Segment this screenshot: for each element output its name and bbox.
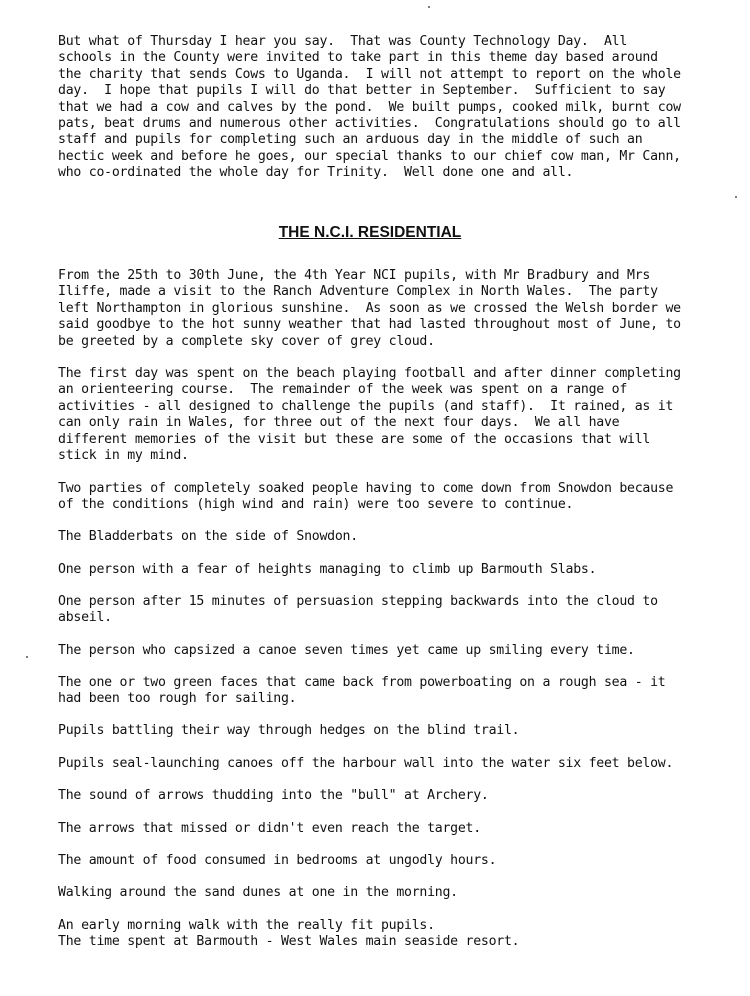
memory-barmouth-slabs: One person with a fear of heights managing to climb up Barmouth Slabs. <box>58 562 597 577</box>
memory-morning-walk-barmouth: An early morning walk with the really fit pupils. The time spent at Barmouth - West Wales main seaside resort. <box>58 918 520 950</box>
memory-seal-launching: Pupils seal-launching canoes off the harbour wall into the water six feet below. <box>58 756 674 771</box>
scan-speck <box>26 656 28 658</box>
memory-sand-dunes: Walking around the sand dunes at one in the morning. <box>58 885 458 900</box>
memory-snowdon-parties: Two parties of completely soaked people having to come down from Snowdon because of the conditions (high wind and rain) were too severe to continue. <box>58 481 674 513</box>
memory-canoe-capsize: The person who capsized a canoe seven times yet came up smiling every time. <box>58 643 635 658</box>
memory-bedroom-food: The amount of food consumed in bedrooms at ungodly hours. <box>58 853 497 868</box>
paragraph-first-day: The first day was spent on the beach playing football and after dinner completing an orienteering course. The remainder of the week was spent on a range of activities - all designed to challenge the pupils (and staff). It rained, as it can only rain in Wales, for three out of the next four days. We all have different memories of the visit but these are some of the occasions that will stick in my mind. <box>58 366 681 464</box>
memory-archery-bull: The sound of arrows thudding into the "bull" at Archery. <box>58 788 489 803</box>
scan-speck <box>735 196 737 198</box>
memory-blind-trail: Pupils battling their way through hedges on the blind trail. <box>58 723 520 738</box>
memory-missed-arrows: The arrows that missed or didn't even reach the target. <box>58 821 481 836</box>
paragraph-arrival: From the 25th to 30th June, the 4th Year NCI pupils, with Mr Bradbury and Mrs Iliffe, made a visit to the Ranch Adventure Complex in North Wales. The party left Northampton in glorious sunshine. As soon as we crossed the Welsh border we said goodbye to the hot sunny weather that had lasted throughout most of June, to be greeted by a complete sky cover of grey cloud. <box>58 268 681 349</box>
memory-abseil: One person after 15 minutes of persuasion stepping backwards into the cloud to abseil. <box>58 594 658 626</box>
memory-powerboating: The one or two green faces that came back from powerboating on a rough sea - it had been too rough for sailing. <box>58 675 666 707</box>
section-title: THE N.C.I. RESIDENTIAL <box>278 224 462 241</box>
memory-bladderbats: The Bladderbats on the side of Snowdon. <box>58 529 358 544</box>
scan-speck <box>428 6 430 8</box>
technology-day-paragraph: But what of Thursday I hear you say. That was County Technology Day. All schools in the County were invited to take part in this theme day based around the charity that sends Cows to Uganda. I will not attempt to report on the whole day. I hope that pupils I will do that better in September. Sufficient to say that we had a cow and calves by the pond. We built pumps, cooked milk, burnt cow pats, beat drums and numerous other activities. Congratulations should go to all staff and pupils for completing such an arduous day in the middle of such an hectic week and before he goes, our special thanks to our chief cow man, Mr Cann, who co-ordinated the whole day for Trinity. Well done one and all. <box>58 34 681 181</box>
